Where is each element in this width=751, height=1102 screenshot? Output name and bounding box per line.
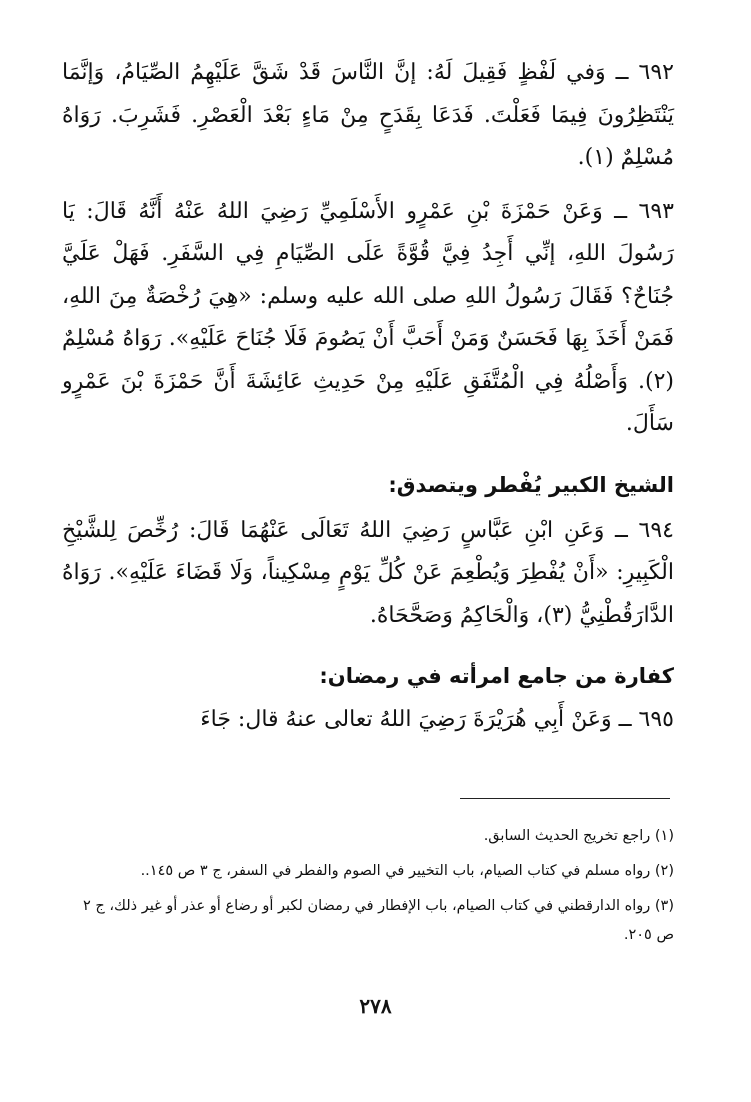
hadith-692: ٦٩٢ ــ وَفي لَفْظٍ فَقِيلَ لَهُ: إنَّ النَّاسَ قَدْ شَقَّ عَلَيْهِمُ الصِّيَامُ، وَإنَّمَا يَنْتَظِرُونَ فِيمَا فَعَلْتَ. فَدَعَا بِقَدَحٍ مِنْ مَاءٍ بَعْدَ الْعَصْرِ. فَشَرِبَ. رَوَاهُ مُسْلِمٌ (١). — [62, 60, 675, 170]
hadith-695: ٦٩٥ ــ وَعَنْ أَبِي هُرَيْرَةَ رَضِيَ اللهُ تعالى عنهُ قال: جَاءَ — [200, 707, 674, 732]
hadith-694: ٦٩٤ ــ وَعَنِ ابْنِ عَبَّاسٍ رَضِيَ اللهُ تَعَالَى عَنْهُمَا قَالَ: رُخِّصَ لِلشَّيْخِ الْكَبِيرِ: «أَنْ يُفْطِرَ وَيُطْعِمَ عَنْ كُلِّ يَوْمٍ مِسْكِيناً، وَلَا قَضَاءَ عَلَيْهِ». رَوَاهُ الدَّارَقُطْنِيُّ (٣)، وَالْحَاكِمُ وَصَحَّحَاهُ. — [62, 517, 674, 628]
section-heading-expiation: كفارة من جامع امرأته في رمضان: — [319, 664, 674, 688]
section-heading-elderly: الشيخ الكبير يُفْطر ويتصدق: — [388, 472, 674, 497]
page-number: ٢٧٨ — [359, 994, 392, 1018]
footnote-3: (٣) رواه الدارقطني في كتاب الصيام، باب الإفطار في رمضان لكبر أو رضاع أو عذر أو غير ذلك، ج ٢ ص ٢٠٥. — [82, 898, 674, 943]
footnote-divider — [460, 798, 670, 799]
footnote-1: (١) راجع تخريج الحديث السابق. — [483, 828, 674, 844]
footnote-2: (٢) رواه مسلم في كتاب الصيام، باب التخيير في الصوم والفطر في السفر، ج ٣ ص ١٤٥.. — [140, 863, 674, 879]
footnotes — [62, 822, 674, 956]
hadith-693: ٦٩٣ ــ وَعَنْ حَمْزَةَ بْنِ عَمْرٍو الأَسْلَمِيِّ رَضِيَ اللهُ عَنْهُ أَنَّهُ قَالَ: يَا رَسُولَ اللهِ، إنِّي أَجِدُ فِيَّ قُوَّةً عَلَى الصِّيَامِ فِي السَّفَرِ. فَهَلْ عَلَيَّ جُنَاحٌ؟ فَقَالَ رَسُولُ اللهِ صلى الله عليه وسلم: «هِيَ رُخْصَةٌ مِنَ اللهِ، فَمَنْ أَخَذَ بِهَا فَحَسَنٌ وَمَنْ أَحَبَّ أَنْ يَصُومَ فَلَا جُنَاحَ عَلَيْهِ». رَوَاهُ مُسْلِمٌ (٢). وَأَصْلُهُ فِي الْمُتَّفَقِ عَلَيْهِ مِنْ حَدِيثِ عَائِشَةَ أَنَّ حَمْزَةَ بْنَ عَمْرٍو سَأَلَ. — [62, 198, 674, 436]
main-text — [62, 52, 674, 742]
